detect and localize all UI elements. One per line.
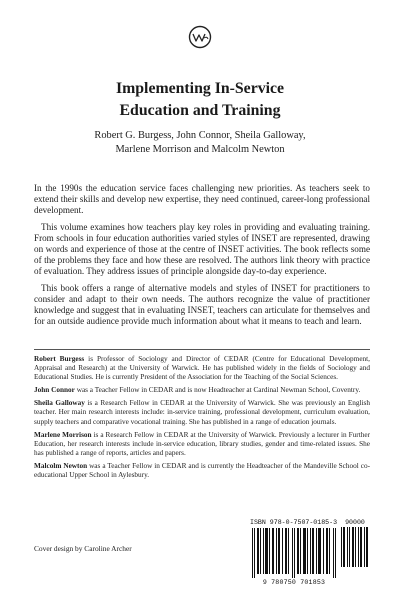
- isbn-label: ISBN 978-0-7507-0185-3: [250, 519, 338, 526]
- bio-burgess: [34, 355, 370, 382]
- bio-galloway: [34, 399, 370, 426]
- bio-text: is a Research Fellow in CEDAR at the University of Warwick. She was previously an English teacher. Her main research interests include: in-service training, professional development, curriculum evaluation, supply teachers and comparative vocational training. She has published in a range of education journals.: [34, 399, 370, 426]
- addon-digits: 90000: [345, 519, 365, 526]
- bio-morrison: [34, 431, 370, 458]
- title-line-1: Implementing In-Service: [115, 80, 285, 97]
- bio-name: Robert Burgess: [34, 355, 85, 363]
- bio-text: is a Research Fellow in CEDAR at the University of Warwick. Previously a lecturer in Further Education, her research interests include in-service education, library studies, gender and time-related issues. She has published a range of reports, articles and papers.: [34, 430, 370, 457]
- bio-connor: [34, 386, 370, 395]
- bio-name: Marlene Morrison: [34, 430, 92, 439]
- addon-barcode-icon: [340, 527, 370, 567]
- bio-name: Malcolm Newton: [34, 461, 88, 470]
- author-bios: [34, 355, 370, 484]
- barcode: [250, 519, 370, 589]
- bio-text: was a Teacher Fellow in CEDAR and is currently the Headteacher of the Mandeville School co-educational Upper School in Aylesbury.: [34, 461, 370, 480]
- blurb: [34, 183, 370, 332]
- bio-text: was a Teacher Fellow in CEDAR and is now Headteacher at Cardinal Newman School, Coventry.: [74, 386, 361, 395]
- divider: [34, 349, 370, 350]
- cover-credit: Cover design by Caroline Archer: [34, 544, 132, 553]
- bio-name: Sheila Galloway: [34, 399, 85, 408]
- book-title: [0, 78, 400, 122]
- blurb-paragraph-3: This book offers a range of alternative models and styles of INSET for practitioners to consider and adapt to their own needs. The authors recognize the value of practitioner knowledge and suggest that in evaluating INSET, teachers can articulate for themselves and for an outside audience provide much information about what it means to teach and learn.: [34, 282, 370, 327]
- author-list: [0, 129, 400, 157]
- bio-newton: [34, 462, 370, 480]
- blurb-paragraph-1: In the 1990s the education service faces challenging new priorities. As teachers seek to extend their skills and develop new expertise, they need continued, career-long professional development.: [34, 183, 370, 216]
- authors-line-2: Marlene Morrison and Malcolm Newton: [115, 144, 285, 155]
- authors-line-1: Robert G. Burgess, John Connor, Sheila Galloway,: [94, 130, 306, 141]
- blurb-paragraph-2: This volume examines how teachers play key roles in providing and evaluating training. From schools in four education authorities varied styles of INSET are represented, drawing on words and experience of those at the centre of INSET activities. The book reflects some of the problems they face and how these are resolved. The authors link theory with practice of evaluation. They address issues of principle alongside day-to-day experience.: [34, 221, 370, 277]
- bio-text: is Professor of Sociology and Director of CEDAR (Centre for Educational Development, Appraisal and Research) at the University of Warwick. He has published widely in the fields of Sociology and Educational Studies. He is currently President of the Association for the Teaching of the Social Sciences.: [34, 355, 370, 382]
- ean-barcode-icon: [250, 528, 338, 578]
- title-line-2: Education and Training: [119, 102, 281, 119]
- bio-name: John Connor: [34, 386, 75, 395]
- publisher-logo-icon: [186, 25, 214, 49]
- ean-digits: 9 780750 701853: [262, 579, 326, 586]
